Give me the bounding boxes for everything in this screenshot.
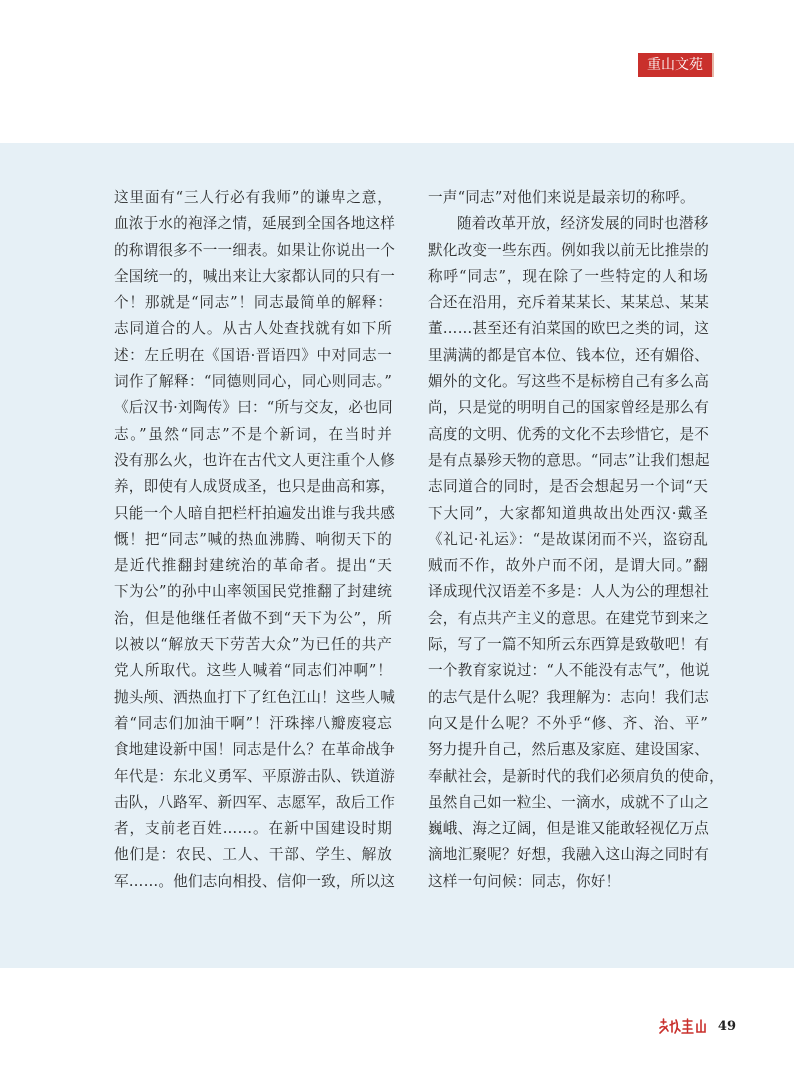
- text-line: 志同道合的同时，是否会想起另一个词“天: [428, 478, 708, 496]
- text-line: 击队，八路军、新四军、志愿军，敌后工作: [114, 793, 396, 811]
- text-line: 治，但是他继任者做不到“天下为公”，所: [114, 609, 392, 627]
- text-line: 会，有点共产主义的意思。在建党节到来之: [428, 609, 710, 627]
- text-line: 向又是什么呢？不外乎“修、齐、治、平”: [428, 714, 708, 732]
- text-line: 是有点暴殄天物的意思。“同志”让我们想起: [428, 451, 710, 469]
- text-line: 以被以“解放天下劳苦大众”为已任的共产: [114, 636, 392, 654]
- text-line: 贼而不作，故外户而不闭，是谓大同。”翻: [428, 557, 708, 575]
- text-line: 食地建设新中国！同志是什么？在革命战争: [114, 741, 396, 759]
- text-line: 年代是：东北义勇军、平原游击队、铁道游: [114, 767, 396, 785]
- text-line: 虽然自己如一粒尘、一滴水，成就不了山之: [428, 793, 710, 811]
- text-line: 里满满的都是官本位、钱本位，还有媚俗、: [428, 346, 710, 364]
- article-column-right: [428, 185, 724, 895]
- text-line: 的称谓很多不一一细表。如果让你说出一个: [114, 241, 396, 259]
- text-line: 着“同志们加油干啊”！汗珠摔八瓣废寝忘: [114, 714, 392, 732]
- text-line: 者，支前老百姓……。在新中国建设时期: [114, 820, 392, 838]
- text-line: 抛头颅、洒热血打下了红色江山！这些人喊: [114, 688, 396, 706]
- article-column-left: [114, 185, 396, 895]
- text-line: 这样一句问候：同志，你好！: [428, 872, 621, 890]
- text-line: 译成现代汉语差不多是：人人为公的理想社: [428, 583, 710, 601]
- text-line: 养，即使有人成贤成圣，也只是曲高和寡，: [114, 478, 396, 496]
- text-line: 媚外的文化。写这些不是标榜自己有多么高: [428, 373, 710, 391]
- text-line: 血浓于水的袍泽之情，延展到全国各地这样: [114, 215, 396, 233]
- text-line: 这里面有“三人行必有我师”的谦卑之意，: [114, 189, 392, 206]
- text-line: 没有那么火，也许在古代文人更注重个人修: [114, 451, 396, 469]
- text-line: 党人所取代。这些人喊着“同志们冲啊”！: [114, 662, 392, 680]
- text-line: 随着改革开放，经济发展的同时也潜移: [457, 215, 709, 233]
- text-line: 慨！把“同志”喊的热血沸腾、响彻天下的: [114, 530, 392, 548]
- text-line: 下为公”的孙中山率领国民党推翻了封建统: [114, 583, 392, 601]
- text-line: 《礼记·礼运》：“是故谋闭而不兴，盗窃乱: [428, 530, 708, 548]
- text-line: 全国统一的，喊出来让大家都认同的只有一: [114, 267, 396, 285]
- text-line: 尚，只是觉的明明自己的国家曾经是那么有: [428, 399, 710, 417]
- text-line: 志。”虽然“同志”不是个新词，在当时并: [114, 425, 392, 443]
- magazine-logo: [658, 1016, 708, 1036]
- text-line: 个！那就是“同志”！同志最简单的解释：: [114, 294, 392, 312]
- text-line: 董……甚至还有泊菜国的欧巴之类的词，这: [428, 320, 710, 338]
- text-line: 是近代推翻封建统治的革命者。提出“天: [114, 557, 392, 575]
- text-line: 巍峨、海之辽阔，但是谁又能敢轻视亿万点: [428, 820, 710, 838]
- text-line: 《后汉书·刘陶传》曰：“所与交友，必也同: [114, 399, 393, 417]
- text-line: 词作了解释：“同德则同心，同心则同志。”: [114, 373, 392, 391]
- text-line: 滴地汇聚呢？好想，我融入这山海之同时有: [428, 846, 710, 864]
- page-footer: [658, 1014, 736, 1038]
- section-tag: 重山文苑: [638, 53, 712, 77]
- text-line: 述：左丘明在《国语·晋语四》中对同志一: [114, 346, 392, 364]
- text-line: 一个教育家说过：“人不能没有志气”，他说: [428, 662, 710, 680]
- text-line: 奉献社会，是新时代的我们必须肩负的使命，: [428, 767, 724, 785]
- text-line: 的志气是什么呢？我理解为：志向！我们志: [428, 688, 710, 706]
- text-line: 合还在沿用，充斥着某某长、某某总、某某: [428, 294, 710, 312]
- text-line: 他们是：农民、工人、干部、学生、解放: [114, 846, 392, 864]
- text-line: 一声“同志”对他们来说是最亲切的称呼。: [428, 189, 695, 206]
- text-line: 下大同”，大家都知道典故出处西汉·戴圣: [428, 504, 708, 522]
- text-line: 称呼“同志”，现在除了一些特定的人和场: [428, 267, 708, 285]
- text-line: 努力提升自己，然后惠及家庭、建设国家、: [428, 741, 710, 759]
- text-line: 只能一个人暗自把栏杆拍遍发出谁与我共感: [114, 504, 396, 522]
- text-line: 高度的文明、优秀的文化不去珍惜它，是不: [428, 425, 710, 443]
- text-line: 默化改变一些东西。例如我以前无比推崇的: [428, 241, 710, 259]
- text-line: 际，写了一篇不知所云东西算是致敬吧！有: [428, 636, 710, 654]
- page-number: 49: [717, 1018, 736, 1034]
- text-line: 军……。他们志向相投、信仰一致，所以这: [114, 872, 396, 890]
- text-line: 志同道合的人。从古人处查找就有如下所: [114, 320, 392, 338]
